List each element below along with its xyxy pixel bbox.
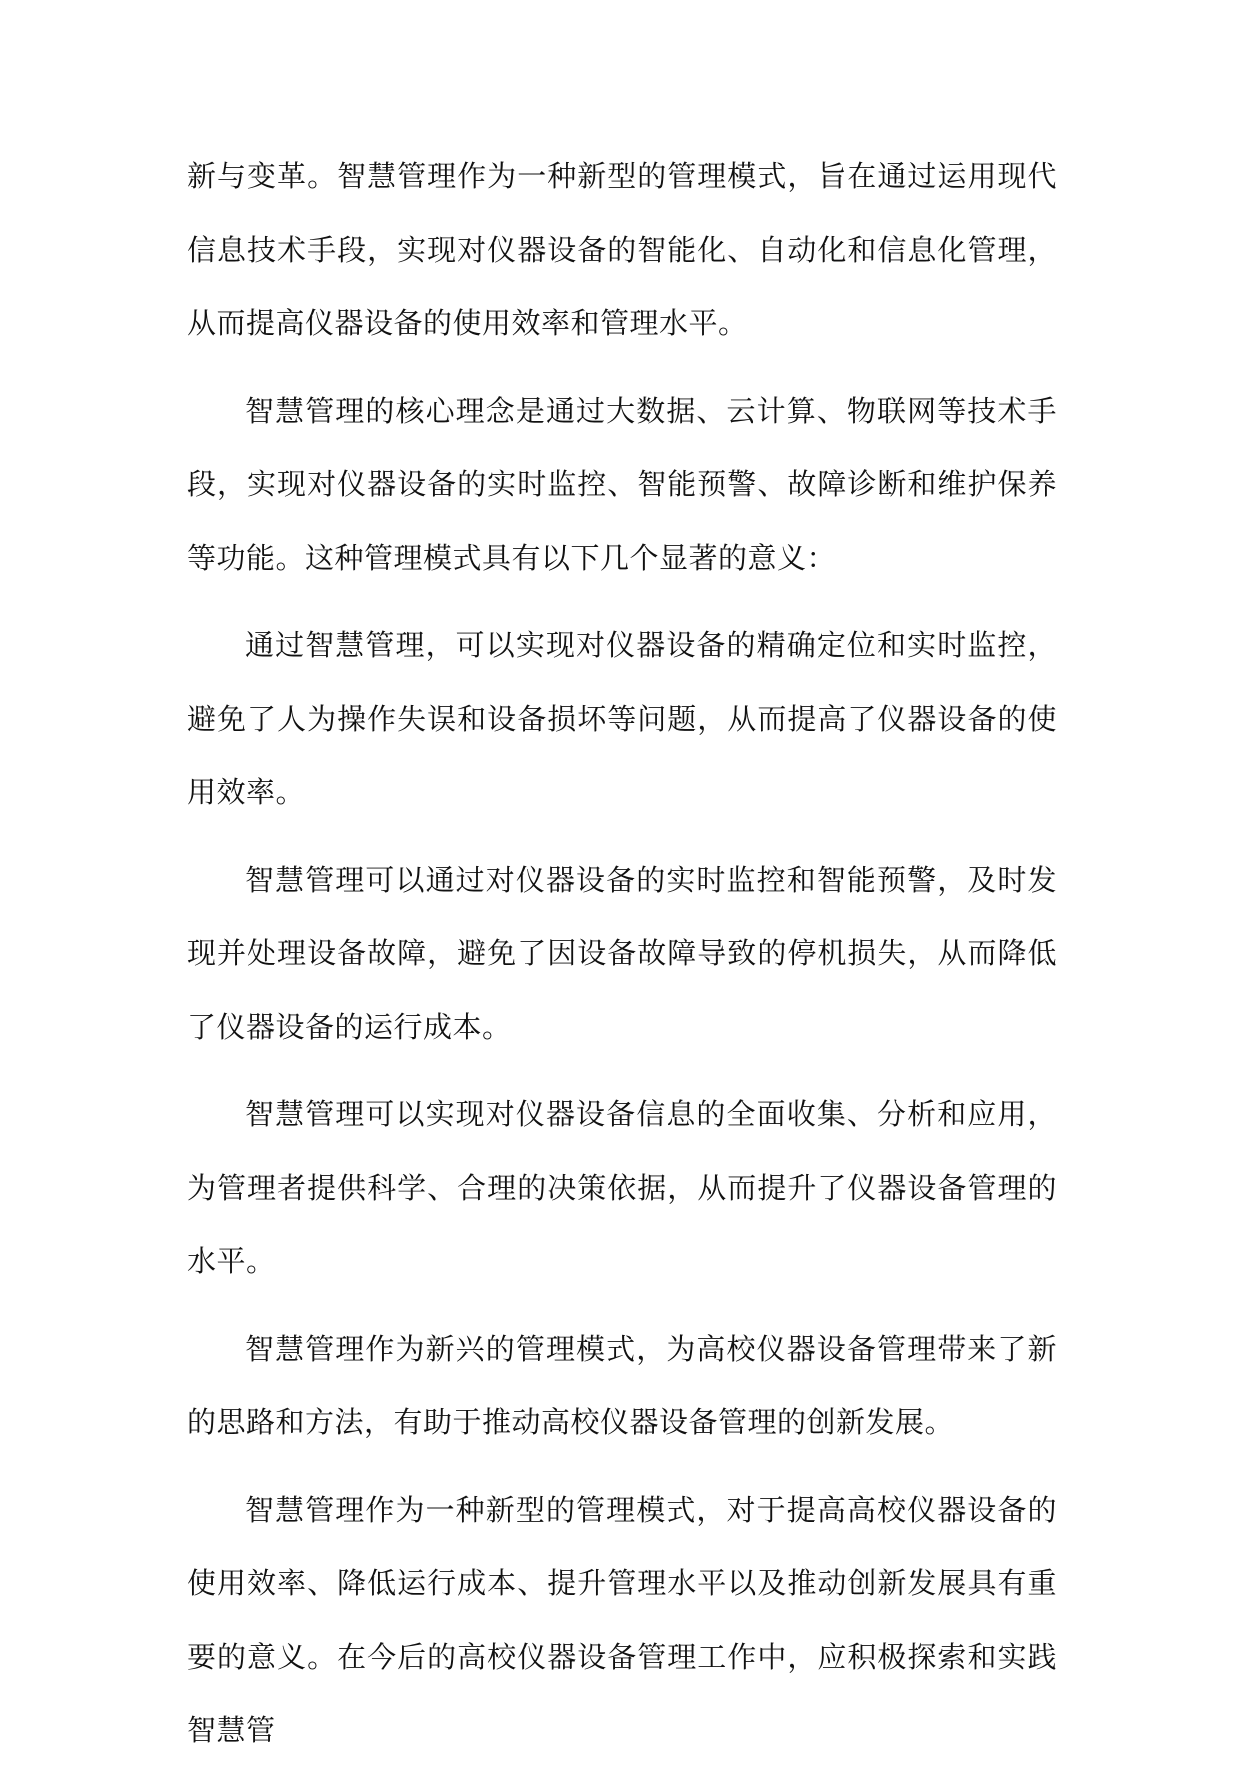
document-body	[187, 140, 1057, 1782]
paragraph-7: 智慧管理作为一种新型的管理模式，对于提高高校仪器设备的使用效率、降低运行成本、提升管理水平以及推动创新发展具有重要的意义。在今后的高校仪器设备管理工作中，应积极探索和实践智慧管	[187, 1492, 1057, 1747]
paragraph-3: 通过智慧管理，可以实现对仪器设备的精确定位和实时监控，避免了人为操作失误和设备损坏等问题，从而提高了仪器设备的使用效率。	[187, 628, 1057, 809]
paragraph-4: 智慧管理可以通过对仪器设备的实时监控和智能预警，及时发现并处理设备故障，避免了因设备故障导致的停机损失，从而降低了仪器设备的运行成本。	[187, 862, 1057, 1044]
paragraph-2: 智慧管理的核心理念是通过大数据、云计算、物联网等技术手段，实现对仪器设备的实时监控、智能预警、故障诊断和维护保养等功能。这种管理模式具有以下几个显著的意义：	[187, 393, 1057, 575]
paragraph-1: 新与变革。智慧管理作为一种新型的管理模式，旨在通过运用现代信息技术手段，实现对仪器设备的智能化、自动化和信息化管理，从而提高仪器设备的使用效率和管理水平。	[187, 159, 1057, 340]
paragraph-6: 智慧管理作为新兴的管理模式，为高校仪器设备管理带来了新的思路和方法，有助于推动高校仪器设备管理的创新发展。	[187, 1331, 1057, 1439]
paragraph-5: 智慧管理可以实现对仪器设备信息的全面收集、分析和应用，为管理者提供科学、合理的决策依据，从而提升了仪器设备管理的水平。	[187, 1097, 1057, 1278]
